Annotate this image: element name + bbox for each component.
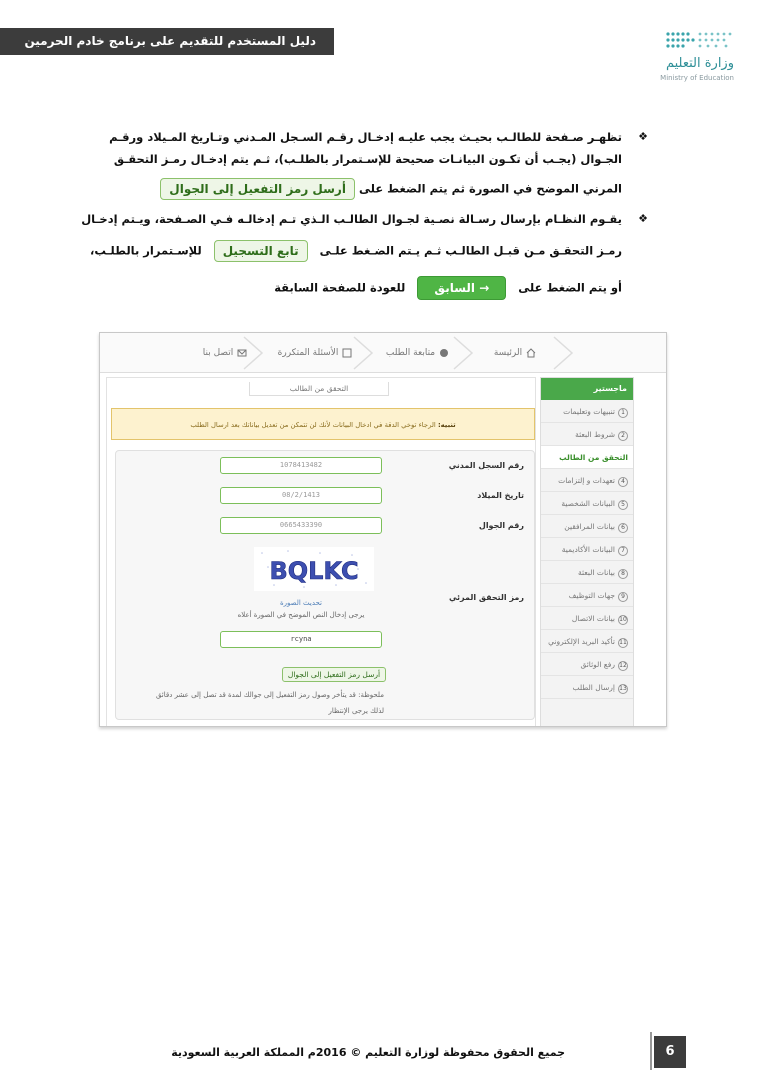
- sidebar-item[interactable]: 13إرسال الطلب: [541, 676, 633, 699]
- captcha-label: رمز التحقق المرئي: [448, 593, 524, 602]
- footer-divider: [650, 1032, 652, 1070]
- nav-tab-home[interactable]: الرئيسة: [480, 339, 550, 367]
- send-activation-button[interactable]: أرسل رمز التفعيل إلى الجوال: [282, 667, 386, 682]
- page-number: 6: [654, 1036, 686, 1068]
- id-field[interactable]: 1078413482: [220, 457, 382, 474]
- sidebar-item[interactable]: 8بيانات البعثة: [541, 561, 633, 584]
- sidebar-item[interactable]: 12رفع الوثائق: [541, 653, 633, 676]
- sidebar-header: ماجستير: [541, 378, 633, 400]
- warning-label: تنبيه:: [437, 421, 456, 429]
- send-activation-button-image: أرسل رمز التفعيل إلى الجوال: [160, 178, 355, 200]
- dob-label: تاريخ الميلاد: [477, 491, 524, 500]
- ministry-logo: [628, 30, 738, 86]
- instruction-line: المرني الموضح في الصورة ثم يتم الضغط على أرسل رمز التفعيل إلى الجوال: [110, 178, 622, 200]
- embedded-screenshot: [99, 332, 667, 727]
- bullet-icon: ❖: [638, 212, 648, 225]
- instruction-line: الجـوال (يجـب أن تكـون البيانـات صحيحة للإسـتمرار بالطلـب)، ثـم يتم إدخـال رمـز التحقـق: [113, 152, 622, 166]
- bullet-icon: ❖: [638, 130, 648, 143]
- continue-registration-button-image: تابع التسجيل: [214, 240, 308, 262]
- instruction-line: رمـز التحقـق مـن قبـل الطالـب ثـم يـتم الضـغط علـى تابع التسجيل للإسـتمرار بالطلـب،: [110, 240, 622, 262]
- sidebar-item[interactable]: 11تأكيد البريد الإلكتروني: [541, 630, 633, 653]
- warning-alert: [111, 408, 535, 440]
- mobile-field[interactable]: 0665433390: [220, 517, 382, 534]
- instruction-line: أو يتم الضغط على → السابق للعودة للصفحة السابقة: [110, 276, 622, 300]
- nav-tab-track[interactable]: متابعة الطلب: [380, 339, 455, 367]
- sidebar-item[interactable]: 7البيانات الأكاديمية: [541, 538, 633, 561]
- sidebar-item[interactable]: 6بيانات المرافقين: [541, 515, 633, 538]
- captcha-text: BQLKC: [269, 557, 359, 585]
- mobile-label: رقم الجوال: [478, 521, 524, 530]
- previous-button-image: → السابق: [417, 276, 506, 300]
- document-header-bar: [0, 28, 334, 75]
- footer-copyright: جميع الحقوق محفوظة لوزارة التعليم © 2016م المملكة العربية السعودية: [171, 1046, 565, 1059]
- envelope-icon: [237, 348, 247, 358]
- captcha-hint: يرجى إدخال النص الموضح في الصورة أعلاه: [237, 611, 365, 619]
- nav-separator-icon: [550, 335, 578, 371]
- refresh-captcha-link[interactable]: تحديث الصورة: [280, 599, 322, 607]
- verification-form: [115, 450, 535, 720]
- note-line: ملحوظة: قد يتأخر وصول رمز التفعيل إلى جوالك لمدة قد تصل إلى عشر دقائق: [155, 691, 384, 699]
- sidebar-item[interactable]: 9جهات التوظيف: [541, 584, 633, 607]
- sidebar-item[interactable]: 10بيانات الاتصال: [541, 607, 633, 630]
- logo-dots-icon: [664, 30, 736, 52]
- warning-text: الرجاء توخي الدقة في ادخال البيانات لأنك لن تتمكن من تعديل بياناتك بعد ارسال الطلب: [190, 421, 436, 429]
- captcha-input[interactable]: rcyna: [220, 631, 382, 648]
- faq-icon: [342, 348, 352, 358]
- breadcrumb: التحقق من الطالب: [249, 382, 389, 396]
- track-icon: [439, 348, 449, 358]
- nav-tab-faq[interactable]: الأسئلة المتكررة: [275, 339, 355, 367]
- logo-english-text: Ministry of Education: [660, 74, 734, 82]
- sidebar-item[interactable]: 2شروط البعثة: [541, 423, 633, 446]
- instruction-line: ❖ يقـوم النظـام بإرسال رسـالة نصـية لجـوال الطالـب الـذي تـم إدخالـه فـي الصـفحة، ويـتم إدخـال: [81, 212, 648, 226]
- instruction-line: ❖ تظهـر صـفحة للطالـب بحيـث يجب عليـه إدخـال رقـم السـجل المـدني وتـاريخ المـيلاد ورقـم: [109, 130, 648, 144]
- steps-sidebar: [540, 377, 634, 727]
- id-label: رقم السجل المدني: [448, 461, 524, 470]
- sidebar-item[interactable]: 1تنبيهات وتعليمات: [541, 400, 633, 423]
- nav-tab-contact[interactable]: اتصل بنا: [195, 339, 255, 367]
- dob-field[interactable]: 08/2/1413: [220, 487, 382, 504]
- sidebar-item-active[interactable]: التحقق من الطالب: [541, 446, 633, 469]
- sidebar-item[interactable]: 4تعهدات و إلتزامات: [541, 469, 633, 492]
- sidebar-item[interactable]: 5البيانات الشخصية: [541, 492, 633, 515]
- note-line: لذلك يرجى الإنتظار: [328, 707, 384, 715]
- top-navigation: [100, 333, 666, 373]
- home-icon: [526, 348, 536, 358]
- document-title: دليل المستخدم للتقديم على برنامج خادم الحرمين الشريفين: [24, 34, 316, 75]
- verification-content: [106, 377, 536, 727]
- captcha-image: [254, 547, 374, 591]
- logo-arabic-text: وزارة التعليم: [665, 56, 734, 71]
